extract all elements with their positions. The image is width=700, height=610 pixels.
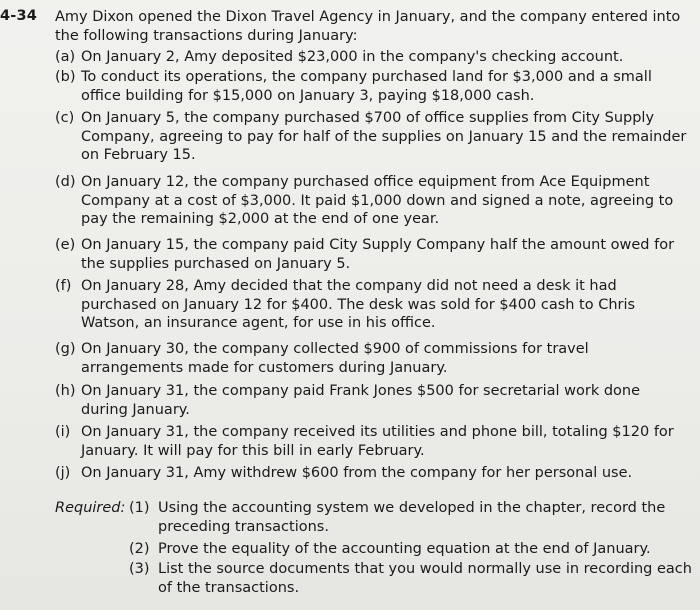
transaction-text: To conduct its operations, the company purchased land for $3,000 and a small office building for $15,000 on January 3, paying $18,000 cash. (81, 69, 652, 104)
transaction-label: (d) (55, 174, 76, 190)
transaction-label: (b) (55, 69, 76, 85)
transaction-label: (f) (55, 278, 72, 294)
transaction-text: On January 28, Amy decided that the company did not need a desk it had purchased on January 12 for $400. The desk was sold for $400 cash to Chris Watson, an insurance agent, for use in his office. (81, 278, 636, 332)
required-item-text: Prove the equality of the accounting equation at the end of January. (158, 541, 651, 557)
required-label: Required: (55, 500, 126, 516)
required-item-2 (129, 540, 695, 559)
required-item-label: (1) (129, 500, 150, 516)
transaction-label: (j) (55, 465, 71, 481)
required-item-1 (129, 499, 695, 536)
transaction-text: On January 5, the company purchased $700 of office supplies from City Supply Company, agreeing to pay for half of the supplies on January 15 and the remainder on February 15. (81, 110, 687, 164)
transaction-item-f (55, 277, 690, 333)
required-item-text: Using the accounting system we developed in the chapter, record the preceding transactions. (158, 500, 666, 535)
transaction-text: On January 2, Amy deposited $23,000 in the company's checking account. (81, 49, 624, 65)
required-item-label: (2) (129, 541, 150, 557)
transaction-item-a (55, 48, 690, 67)
transaction-label: (g) (55, 341, 76, 357)
problem-intro: Amy Dixon opened the Dixon Travel Agency in January, and the company entered into the following transactions during January: (55, 9, 681, 44)
required-item-3 (129, 560, 695, 597)
transaction-text: On January 15, the company paid City Supply Company half the amount owed for the supplies purchased on January 5. (81, 237, 675, 272)
required-item-label: (3) (129, 561, 150, 577)
transaction-label: (a) (55, 49, 76, 65)
transaction-item-h (55, 382, 690, 419)
transaction-text: On January 31, the company received its utilities and phone bill, totaling $120 for January. It will pay for this bill in early February. (81, 424, 674, 459)
transaction-label: (c) (55, 110, 75, 126)
transaction-item-b (55, 68, 690, 105)
transaction-item-c (55, 109, 690, 165)
required-item-text: List the source documents that you would normally use in recording each of the transactions. (158, 561, 692, 596)
transaction-item-g (55, 340, 690, 377)
transaction-item-e (55, 236, 690, 273)
transaction-label: (h) (55, 383, 76, 399)
transaction-text: On January 30, the company collected $900 of commissions for travel arrangements made for customers during January. (81, 341, 589, 376)
transaction-text: On January 31, the company paid Frank Jones $500 for secretarial work done during January. (81, 383, 641, 418)
transaction-item-d (55, 173, 690, 229)
transaction-item-i (55, 423, 690, 460)
transaction-text: On January 12, the company purchased office equipment from Ace Equipment Company at a cost of $3,000. It paid $1,000 down and signed a note, agreeing to pay the remaining $2,000 at the end of one year. (81, 174, 674, 228)
transaction-text: On January 31, Amy withdrew $600 from the company for her personal use. (81, 465, 633, 481)
transaction-label: (i) (55, 424, 71, 440)
transaction-label: (e) (55, 237, 76, 253)
transaction-item-j (55, 464, 690, 483)
problem-number: 4-34 (0, 8, 38, 24)
